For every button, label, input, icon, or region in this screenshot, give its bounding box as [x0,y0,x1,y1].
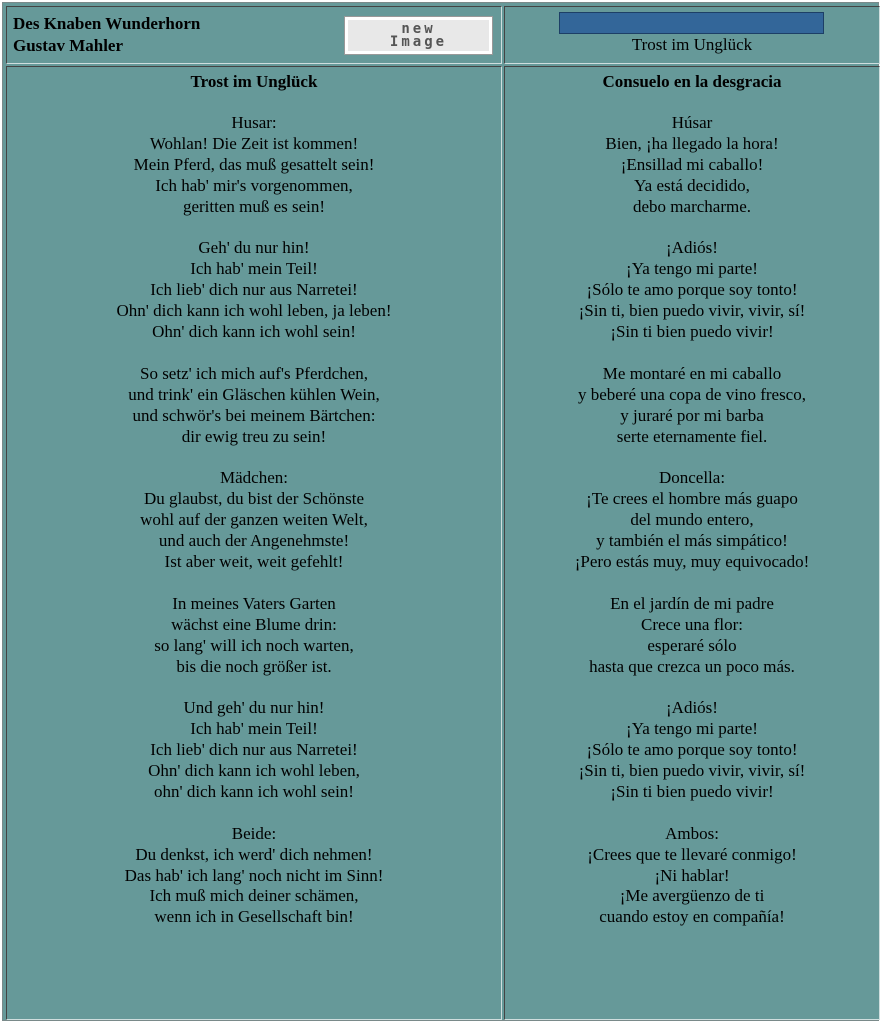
poem-line: ¡Ya tengo mi parte! [626,259,758,279]
stanza [7,238,501,343]
poem-line: wenn ich in Gesellschaft bin! [154,907,354,927]
stanza [505,468,879,573]
poem-line: Ich lieb' dich nur aus Narretei! [150,740,358,760]
poem-line: ¡Sin ti, bien puedo vivir, vivir, sí! [578,761,806,781]
poem-line: Husar: [231,113,277,132]
page-title [13,13,200,57]
poem-line: ¡Ni hablar! [654,865,730,885]
german-poem [7,113,501,949]
spanish-text-cell [504,66,880,1020]
stanza [505,824,879,929]
german-poem-title: Trost im Unglück [190,72,318,91]
poem-line: Beide: [231,823,277,843]
poem-line: so lang' will ich noch warten, [154,635,354,655]
poem-line: ¡Sin ti, bien puedo vivir, vivir, sí! [578,301,806,321]
poem-line: Und geh' du nur hin! [183,698,325,718]
poem-line: ¡Adiós! [666,238,718,258]
poem-line: Mädchen: [220,468,288,488]
poem-line: wohl auf der ganzen weiten Welt, [140,510,368,530]
poem-line: ¡Me avergüenzo de ti [619,886,765,906]
stanza [505,364,879,448]
poem-line: ¡Sólo te amo porque soy tonto! [586,280,798,300]
poem-line: Ich hab' mir's vorgenommen, [155,175,353,195]
poem-line: ¡Adiós! [666,698,718,718]
poem-line: ¡Sin ti bien puedo vivir! [610,781,774,801]
poem-line: Bien, ¡ha llegado la hora! [605,133,779,153]
poem-line: ¡Pero estás muy, muy equivocado! [574,551,810,571]
poem-line: bis die noch größer ist. [176,656,332,676]
stanza [505,238,879,343]
poem-line: Ich muß mich deiner schämen, [149,886,359,906]
stanza [7,113,501,218]
poem-line: Ya está decidido, [634,175,750,195]
composer-name: Gustav Mahler [13,36,124,55]
poem-line: Wohlan! Die Zeit ist kommen! [149,133,359,153]
poem-line: ¡Ya tengo mi parte! [626,719,758,739]
poem-line: Das hab' ich lang' noch nicht im Sinn! [124,865,384,885]
new-image-text-2: Image [389,33,448,50]
stanza [7,698,501,803]
poem-line: und trink' ein Gläschen kühlen Wein, [128,384,380,404]
poem-line: und schwör's bei meinem Bärtchen: [132,405,376,425]
german-text-cell [6,66,502,1020]
poem-line: In meines Vaters Garten [172,593,336,613]
poem-line: ¡Sin ti bien puedo vivir! [610,322,774,342]
poem-line: Ich lieb' dich nur aus Narretei! [150,280,358,300]
poem-line: Doncella: [658,468,726,488]
poem-line: Ich hab' mein Teil! [190,259,318,279]
poem-line: Du glaubst, du bist der Schönste [143,489,365,509]
poem-line: und auch der Angenehmste! [158,531,350,551]
poem-line: Ohn' dich kann ich wohl leben, [148,761,360,781]
nav-song-title: Trost im Unglück [631,35,753,54]
stanza [505,698,879,803]
poem-line: dir ewig treu zu sein! [181,426,327,446]
stanza [7,364,501,448]
poem-line: So setz' ich mich auf's Pferdchen, [139,363,368,383]
poem-line: wächst eine Blume drin: [171,614,337,634]
poem-line: Me montaré en mi caballo [602,363,782,383]
header-left-cell [6,6,502,64]
stanza [7,468,501,573]
poem-line: ohn' dich kann ich wohl sein! [154,781,354,801]
poem-line: ¡Ensillad mi caballo! [620,154,764,174]
collection-title: Des Knaben Wunderhorn [13,14,201,33]
spanish-poem [505,113,879,949]
poem-line: debo marcharme. [633,196,751,216]
poem-line: Ambos: [665,823,719,843]
poem-line: Geh' du nur hin! [198,238,310,258]
poem-line: serte eternamente fiel. [616,426,768,446]
poem-line: y beberé una copa de vino fresco, [578,384,806,404]
poem-line: Ist aber weit, weit gefehlt! [164,551,344,571]
poem-line: ¡Te crees el hombre más guapo [586,489,798,509]
poem-line: Ich hab' mein Teil! [190,719,318,739]
poem-line: Du denkst, ich werd' dich nehmen! [135,844,373,864]
poem-line: geritten muß es sein! [182,196,326,216]
poem-line: esperaré sólo [647,635,737,655]
poem-line: Húsar [671,113,713,132]
stanza [505,113,879,218]
new-image-text-1: new [401,20,436,37]
poem-line: del mundo entero, [630,510,754,530]
poem-line: y también el más simpático! [596,531,788,551]
stanza [7,594,501,678]
new-image-placeholder [344,16,493,55]
spanish-poem-title: Consuelo en la desgracia [602,72,782,91]
poem-line: hasta que crezca un poco más. [589,656,795,676]
poem-line: ¡Crees que te llevaré conmigo! [587,844,797,864]
poem-line: Mein Pferd, das muß gesattelt sein! [133,154,375,174]
poem-line: y juraré por mi barba [620,405,764,425]
stanza [7,824,501,929]
poem-line: cuando estoy en compañía! [599,907,785,927]
poem-line: ¡Sólo te amo porque soy tonto! [586,740,798,760]
nav-banner[interactable] [559,12,824,34]
layout-table [2,2,879,1021]
poem-line: Ohn' dich kann ich wohl sein! [152,322,356,342]
poem-line: Crece una flor: [641,614,743,634]
header-right-cell [504,6,880,64]
poem-line: En el jardín de mi padre [610,593,774,613]
stanza [505,594,879,678]
poem-line: Ohn' dich kann ich wohl leben, ja leben! [116,301,392,321]
